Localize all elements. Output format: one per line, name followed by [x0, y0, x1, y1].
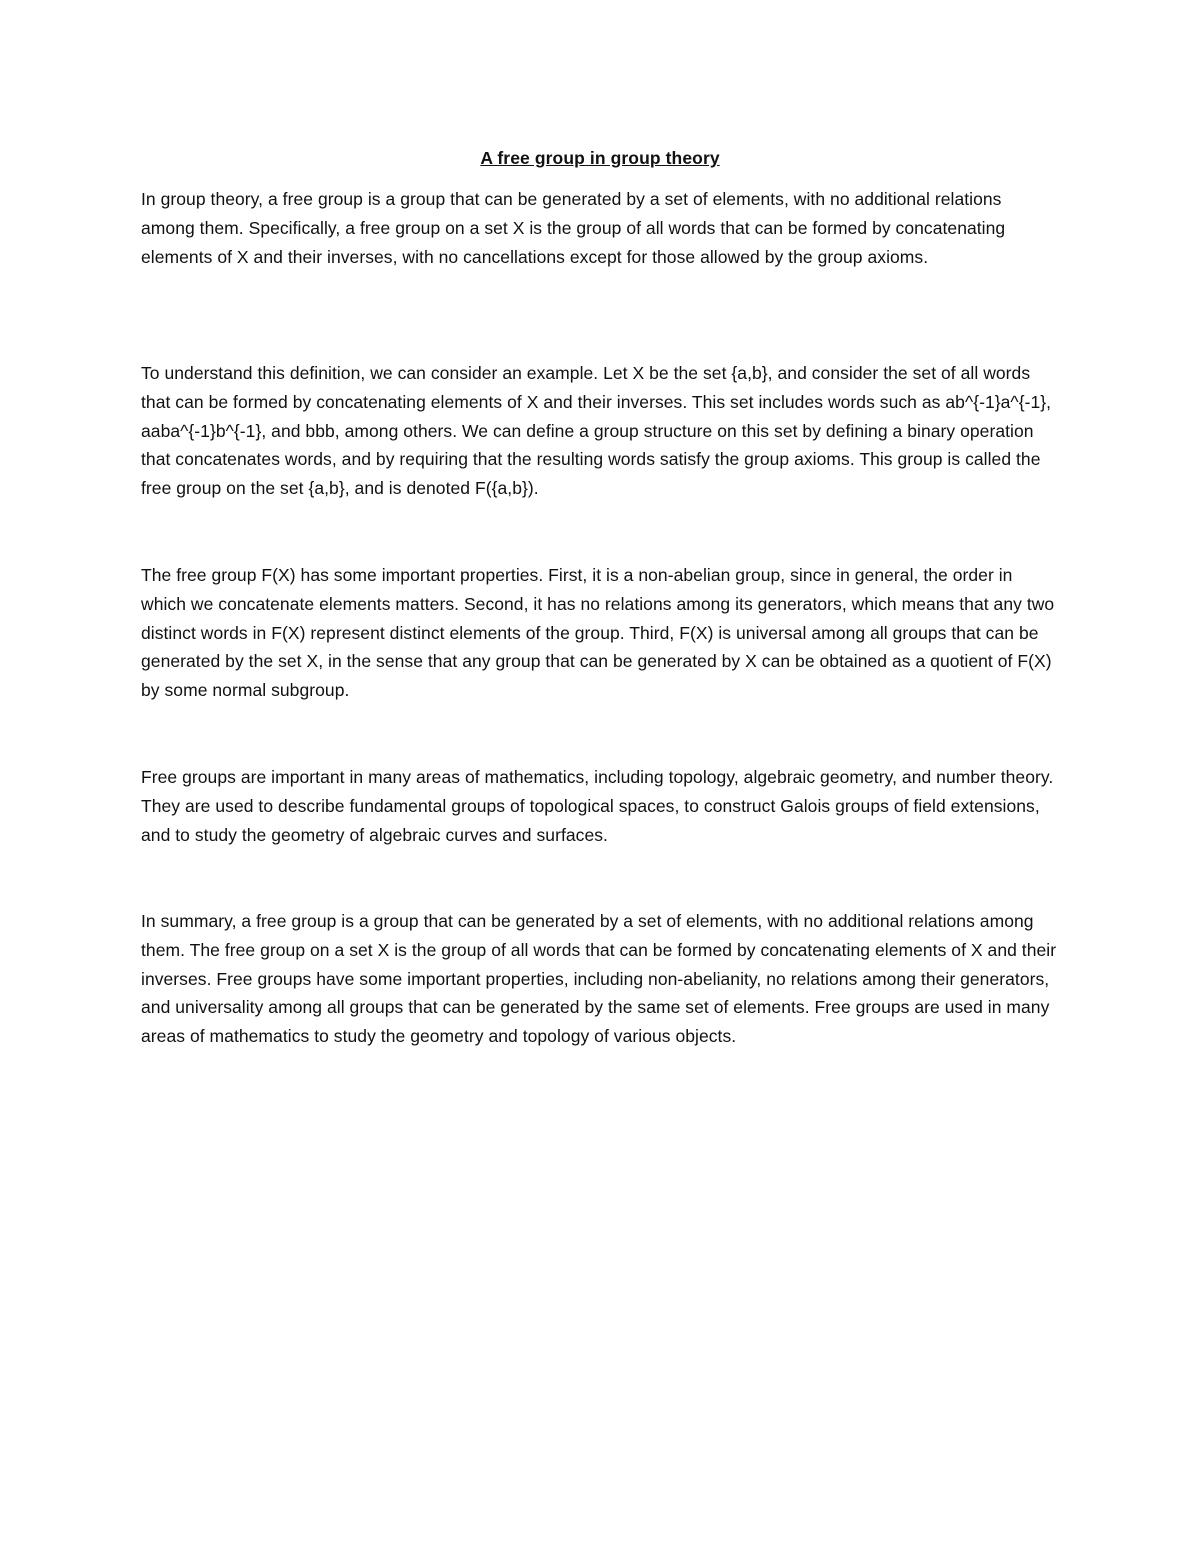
document-title: A free group in group theory: [480, 148, 720, 168]
paragraph-definition: In group theory, a free group is a group that can be generated by a set of elements, with no additional relations among them. Specifically, a free group on a set X is the group of all words that can be formed by concatenating elements of X and their inverses, with no cancellations except for those allowed by the group axioms.: [141, 189, 1006, 267]
paragraph-properties: The free group F(X) has some important properties. First, it is a non-abelian group, since in general, the order in which we concatenate elements matters. Second, it has no relations among its generators, which means that any two distinct words in F(X) represent distinct elements of the group. Third, F(X) is universal among all groups that can be generated by the set X, in the sense that any group that can be generated by X can be obtained as a quotient of F(X) by some normal subgroup.: [141, 565, 1055, 701]
paragraph-applications: Free groups are important in many areas of mathematics, including topology, algebraic geometry, and number theory. They are used to describe fundamental groups of topological spaces, to construct Galois groups of field extensions, and to study the geometry of algebraic curves and surfaces.: [141, 767, 1054, 845]
paragraph-example: To understand this definition, we can consider an example. Let X be the set {a,b}, and consider the set of all words that can be formed by concatenating elements of X and their inverses. This set includes words such as ab^{-1}a^{-1}, aaba^{-1}b^{-1}, and bbb, among others. We can define a group structure on this set by defining a binary operation that concatenates words, and by requiring that the resulting words satisfy the group axioms. This group is called the free group on the set {a,b}, and is denoted F({a,b}).: [141, 363, 1052, 499]
paragraph-summary: In summary, a free group is a group that can be generated by a set of elements, with no additional relations among them. The free group on a set X is the group of all words that can be formed by concatenating elements of X and their inverses. Free groups have some important properties, including non-abelianity, no relations among their generators, and universality among all groups that can be generated by the same set of elements. Free groups are used in many areas of mathematics to study the geometry and topology of various objects.: [141, 911, 1057, 1047]
